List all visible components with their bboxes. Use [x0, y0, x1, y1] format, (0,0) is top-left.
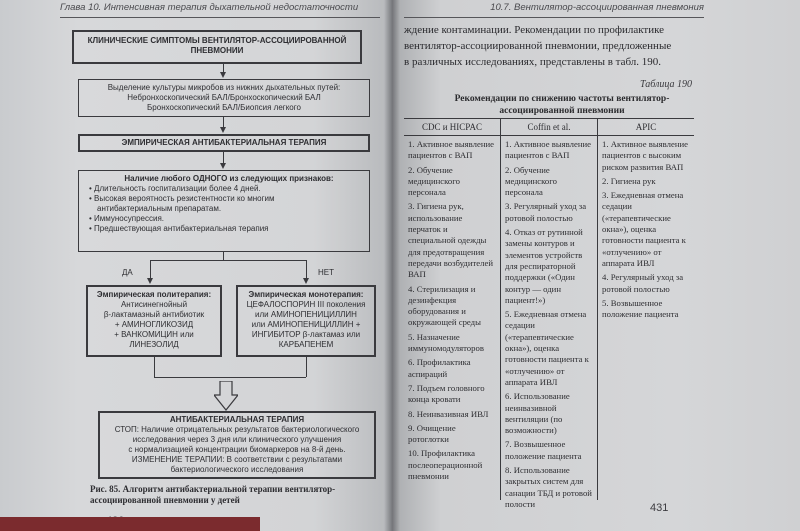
table-cell: 5. Ежедневная отмена седации («терапевтические окна»), оценка готовности пациента к «отлучению» от аппарата ИВЛ [505, 309, 589, 387]
risk-sign-item: • Длительность госпитализации более 4 дней. [89, 184, 369, 194]
table-header-cdc: CDC и HICPAC [421, 122, 482, 132]
polytherapy-title: Эмпирическая политерапия: [96, 290, 212, 299]
table-cell: 6. Профилактика аспираций [408, 357, 471, 379]
polytherapy-line: + ВАНКОМИЦИН или [114, 330, 194, 339]
final-therapy-line: ИЗМЕНЕНИЕ ТЕРАПИИ: В соответствии с результатами [131, 455, 343, 464]
monotherapy-line: ИНГИБИТОР β-лактамаз или [251, 330, 361, 339]
left-page [0, 0, 392, 531]
left-running-head: Глава 10. Интенсивная терапия дыхательной недостаточности [60, 2, 380, 18]
table-cell: 3. Регулярный уход за ротовой полостью [505, 201, 587, 223]
table-cell: 2. Обучение медицинского персонала [408, 164, 460, 198]
right-page [392, 0, 800, 531]
empiric-therapy-label: ЭМПИРИЧЕСКАЯ АНТИБАКТЕРИАЛЬНАЯ ТЕРАПИЯ [121, 138, 327, 147]
monotherapy-title: Эмпирическая монотерапия: [248, 290, 364, 299]
table-column-apic [602, 139, 690, 323]
polytherapy-line: Антисинегнойный [120, 300, 188, 309]
down-block-arrow-icon [214, 381, 238, 411]
table-header-apic: APIC [635, 122, 657, 132]
table-cell: 5. Возвышенное положение пациента [602, 297, 679, 320]
monotherapy-line: или АМИНОПЕНИЦИЛЛИН + [251, 320, 361, 329]
right-page-number: 431 [650, 502, 669, 514]
table-cell: 8. Использование закрытых систем для санации ТБД и ротовой полости [505, 465, 592, 509]
book-cover-edge [0, 517, 260, 531]
intro-paragraph [404, 22, 704, 70]
table-label: Таблица 190 [640, 79, 692, 90]
table-cell: 4. Отказ от рутинной замены контуров и элементов устройств для респираторной поддержки («Один контур — один пациент!») [505, 227, 583, 305]
table-cell: 2. Гигиена рук [602, 175, 656, 186]
risk-sign-item-continued: антибактериальным препаратам. [97, 204, 222, 213]
final-therapy-line: СТОП: Наличие отрицательных результатов бактериологического [114, 425, 360, 434]
culture-line: Бронхоскопический БАЛ/Биопсия легкого [147, 103, 301, 112]
table-cell: 1. Активное выявление пациентов с высоким риском развития ВАП [602, 139, 689, 172]
figure-caption [90, 484, 380, 506]
figure-caption-line: ассоциированной пневмонии у детей [90, 495, 240, 505]
risk-signs-box [78, 170, 370, 252]
table-cell: 10. Профилактика послеоперационной пневмонии [408, 448, 483, 482]
table-cell: 7. Подъем головного конца кровати [408, 382, 485, 405]
yes-label: ДА [122, 268, 133, 277]
figure-caption-line: Рис. 85. Алгоритм антибактериальной терапии вентилятор- [90, 484, 336, 494]
final-therapy-line: исследования через 3 дня или клинического улучшения [132, 435, 342, 444]
table-cell: 2. Обучение медицинского персонала [505, 164, 557, 198]
book-spine-shadow [384, 0, 400, 531]
risk-sign-item: • Иммуносупрессия. [89, 214, 369, 224]
table-cell: 1. Активное выявление пациентов с ВАП [408, 139, 495, 161]
table-cell: 1. Активное выявление пациентов с ВАП [505, 139, 592, 161]
final-therapy-title: АНТИБАКТЕРИАЛЬНАЯ ТЕРАПИЯ [169, 415, 305, 424]
intro-line: вентилятор-ассоциированной пневмонии, предложенные [404, 40, 672, 52]
table-cell: 4. Регулярный уход за ротовой полостью [602, 272, 684, 294]
table-cell: 4. Стерилизация и дезинфекция оборудования и окружающей среды [408, 283, 481, 328]
table-title-line: ассоциированной пневмонии [499, 106, 625, 116]
table-cell: 6. Использование неинвазивной вентиляции (по возможности) [505, 391, 570, 436]
empiric-therapy-box [78, 134, 370, 152]
monotherapy-line: или АМИНОПЕНИЦИЛЛИН [255, 310, 357, 319]
polytherapy-line: β-лактамазный антибиотик [103, 310, 205, 319]
final-therapy-line: с нормализацией концентрации биомаркеров на 8-й день. [128, 445, 346, 454]
table-cell: 3. Ежедневная отмена седации («терапевтические окна»), оценка готовности пациента к «отлучению» от аппарата ИВЛ [602, 190, 686, 268]
polytherapy-box [86, 285, 222, 357]
no-label: НЕТ [318, 268, 334, 277]
polytherapy-line: ЛИНЕЗОЛИД [129, 340, 179, 349]
polytherapy-line: + АМИНОГЛИКОЗИД [114, 320, 194, 329]
final-therapy-line: бактериологического исследования [170, 465, 304, 474]
table-column-coffin [505, 139, 593, 513]
table-title-line: Рекомендации по снижению частоты вентилятор- [454, 94, 670, 104]
right-running-head: 10.7. Вентилятор-ассоциированная пневмония [404, 2, 704, 18]
table-cell: 9. Очищение ротоглотки [408, 422, 456, 445]
culture-box [78, 79, 370, 117]
table-cell: 3. Гигиена рук, использование перчаток и специальной одежды для предотвращения передачи возбудителей ВАП [408, 201, 493, 280]
monotherapy-line: ЦЕФАЛОСПОРИН III поколения [246, 300, 366, 309]
monotherapy-line: КАРБАПЕНЕМ [278, 340, 334, 349]
risk-sign-item: • Высокая вероятность резистентности ко многим [89, 194, 369, 204]
table-cell: 7. Возвышенное положение пациента [505, 439, 582, 461]
culture-line: Небронхоскопический БАЛ/Бронхоскопический БАЛ [127, 93, 321, 102]
flowchart-title-line: ПНЕВМОНИИ [190, 46, 244, 55]
intro-line: ждение контаминации. Рекомендации по профилактике [404, 24, 665, 36]
table-title [432, 93, 692, 117]
table-cell: 8. Неинвазивная ИВЛ [408, 408, 489, 419]
table-cell: 5. Назначение иммуномодуляторов [408, 331, 484, 354]
intro-line: в различных исследованиях, представлены в табл. 190. [404, 56, 662, 68]
table-header-coffin: Coffin et al. [527, 122, 571, 132]
risk-sign-item: • Предшествующая антибактериальная терапия [89, 224, 369, 234]
monotherapy-box [236, 285, 376, 357]
culture-line: Выделение культуры микробов из нижних дыхательных путей: [107, 83, 341, 92]
table-column-cdc [408, 139, 496, 485]
flowchart-title-box [72, 30, 362, 64]
flowchart-title-line: КЛИНИЧЕСКИЕ СИМПТОМЫ ВЕНТИЛЯТОР-АССОЦИИРОВАННОЙ [87, 36, 347, 45]
final-therapy-box [98, 411, 376, 479]
risk-signs-title: Наличие любого ОДНОГО из следующих признаков: [124, 174, 334, 183]
